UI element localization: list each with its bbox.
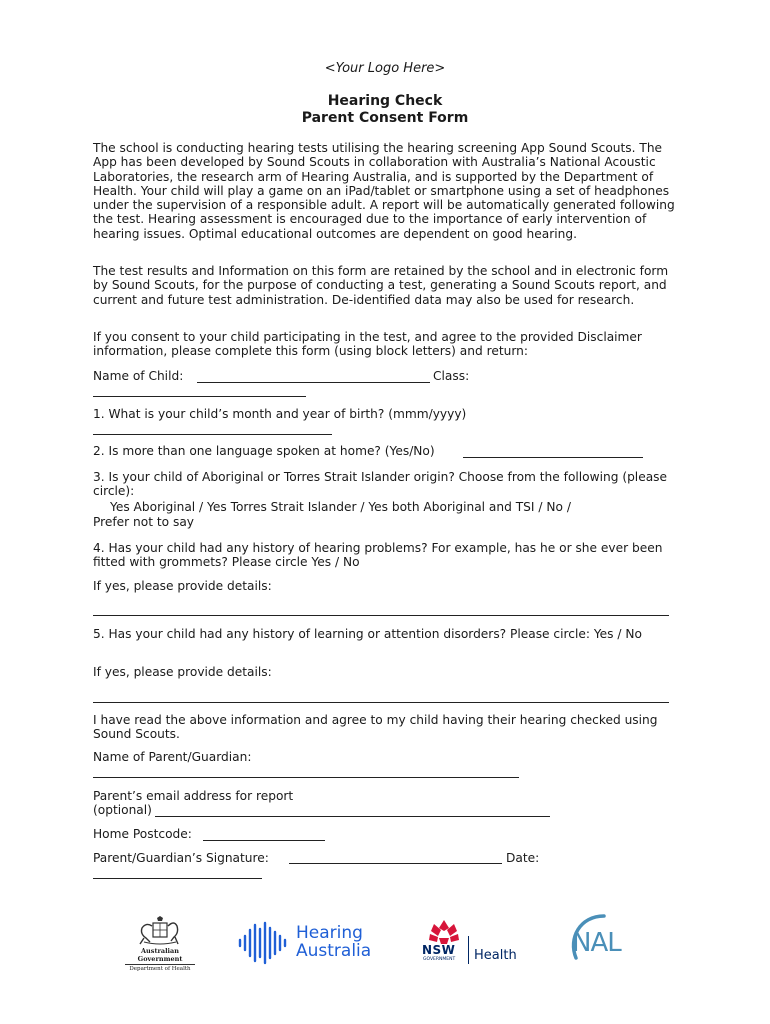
logo-placeholder: <Your Logo Here> <box>324 61 446 76</box>
agreement-statement: I have read the above information and agree to my child having their hearing checked using Sound Scouts. <box>93 713 658 742</box>
question-4: 4. Has your child had any history of hearing problems? For example, has he or she ever been fitted with grommets? Please circle Yes / No <box>93 541 663 570</box>
nsw-health-word: Health <box>474 948 517 963</box>
coat-of-arms-icon <box>120 916 200 946</box>
intro-paragraph-2: The test results and Information on this form are retained by the school and in electronic form by Sound Scouts, for the purpose of conducting a test, generating a Sound Scouts report, and current and future test administration. De-identified data may also be used for research. <box>93 264 669 307</box>
sound-wave-icon <box>237 921 293 965</box>
aus-gov-department: Department of Health <box>129 966 191 972</box>
question-5: 5. Has your child had any history of learning or attention disorders? Please circle: Yes / No <box>93 627 642 641</box>
signature-label: Parent/Guardian’s Signature: <box>93 851 269 865</box>
intro-paragraph-1: The school is conducting hearing tests utilising the hearing screening App Sound Scouts. The App has been developed by Sound Scouts in collaboration with Australia’s National Acoustic Laboratories, the research arm of Hearing Australia, and is supported by the Department of Health. Your child will play a game on an iPad/tablet or smartphone using a set of headphones under the supervision of a responsible adult. A report will be automatically generated following the test. Hearing assessment is encouraged due to the importance of early intervention of hearing issues. Optimal educational outcomes are dependent on good hearing. <box>93 141 675 241</box>
email-label: Parent’s email address for report <box>93 789 294 803</box>
class-label: Class: <box>433 369 470 383</box>
nsw-divider <box>468 936 469 964</box>
nsw-health-logo <box>420 918 530 966</box>
question-2: 2. Is more than one language spoken at home? (Yes/No) <box>93 444 435 458</box>
intro-paragraph-3: If you consent to your child participating in the test, and agree to the provided Disclaimer information, please complete this form (using block letters) and return: <box>93 330 642 359</box>
form-title: Hearing Check <box>327 93 443 109</box>
email-label-optional: (optional) <box>93 803 152 817</box>
email-field[interactable] <box>155 816 550 817</box>
aus-gov-text: Australian Government <box>137 947 183 963</box>
hearing-details-field[interactable] <box>93 615 669 616</box>
nal-wordmark: NAL <box>572 928 621 958</box>
question-3-options[interactable]: Yes Aboriginal / Yes Torres Strait Islander / Yes both Aboriginal and TSI / No / <box>110 500 571 514</box>
date-field[interactable] <box>93 878 262 879</box>
question-1: 1. What is your child’s month and year of birth? (mmm/yyyy) <box>93 407 467 421</box>
form-subtitle: Parent Consent Form <box>301 110 469 126</box>
class-field[interactable] <box>93 396 306 397</box>
learning-details-field[interactable] <box>93 702 669 703</box>
name-of-child-field[interactable] <box>197 382 430 383</box>
postcode-field[interactable] <box>203 840 325 841</box>
question-4-details-label: If yes, please provide details: <box>93 579 272 593</box>
parent-name-field[interactable] <box>93 777 519 778</box>
date-label: Date: <box>506 851 540 865</box>
birth-date-field[interactable] <box>93 434 332 435</box>
hearing-australia-word-1: Hearing <box>296 923 363 943</box>
nal-logo <box>566 912 650 968</box>
language-field[interactable] <box>463 457 643 458</box>
signature-field[interactable] <box>289 863 502 864</box>
parent-name-label: Name of Parent/Guardian: <box>93 750 252 764</box>
australian-government-logo <box>120 916 200 972</box>
hearing-australia-word-2: Australia <box>296 941 372 961</box>
nsw-government-text: GOVERNMENT <box>423 957 456 962</box>
postcode-label: Home Postcode: <box>93 827 192 841</box>
question-3: 3. Is your child of Aboriginal or Torres Strait Islander origin? Choose from the following (please circle): <box>93 470 668 499</box>
name-of-child-label: Name of Child: <box>93 369 184 383</box>
question-5-details-label: If yes, please provide details: <box>93 665 272 679</box>
hearing-australia-logo <box>237 921 377 965</box>
nsw-wordmark: NSW <box>422 943 456 957</box>
waratah-icon <box>424 918 464 944</box>
question-3-options-cont[interactable]: Prefer not to say <box>93 515 195 529</box>
